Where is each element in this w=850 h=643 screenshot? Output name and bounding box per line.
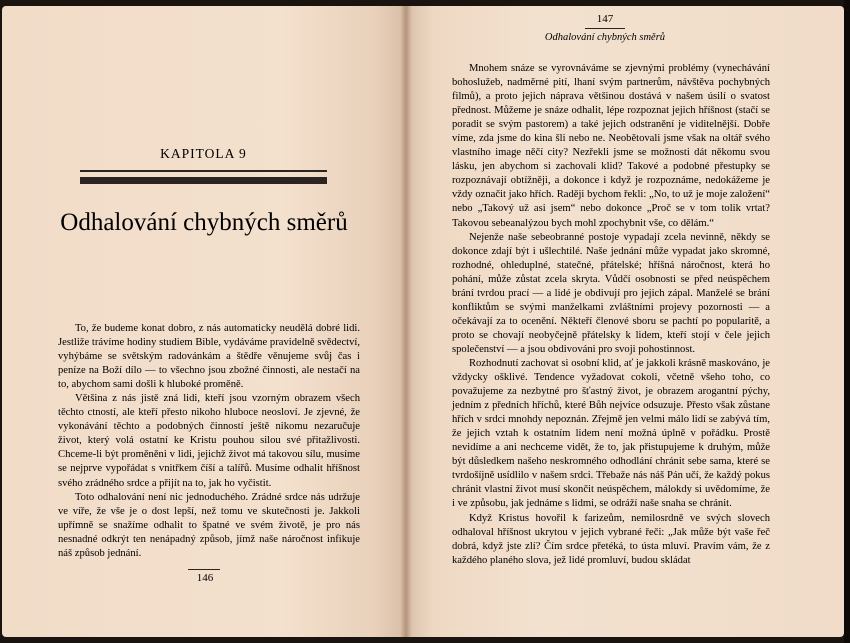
- right-paragraph: Mnohem snáze se vyrovnáváme se zjevnými problémy (vynechávání bohoslužeb, nadměrné pití, lhaní svým partnerům, návštěva pochybných filmů), a proto jejich náprava většinou dostává v našem úsilí o svatost přednost. Můžeme je snáze odhalit, lépe rozpoznat jejich hříšnost (stačí se poradit se svým pastorem) a také jejich odstranění je viditelnější. Dobře víme, zda jsme do kina šli nebo ne. Neobětovali jsme však na oltář svého vlastního image něčí city? Nezřekli jsme se možnosti dát někomu svou lásku, jen abychom si zachovali klid? Takové a podobné přestupky se rozpoznávají obtížněji, a dokonce i když je rozpoznáme, nedokážeme je vždy označit jako hřích. Raději bychom řekli: „No, to už je moje založení“ nebo „Takový už asi jsem“ nebo dokonce „Proč se v tom tolik vrtat? Takovou sebeanalýzou bych mohl zpochybnit vše, co dělám.“: [452, 63, 770, 229]
- right-paragraph: Když Kristus hovořil k farizeům, nemilosrdně ve svých slovech odhaloval hříšnost ukrytou v jejich vybrané řeči: „Jak může být vaše řeč dobrá, když jste zlí? Čím srdce přetéká, to ústa mluví. Pravím vám, že z každého planého slova, jež lidé promluví, budou skládat: [452, 512, 770, 566]
- left-paragraph: Toto odhalování není nic jednoduchého. Zrádné srdce nás udržuje ve víře, že vše je o dost lepší, než tomu ve skutečnosti je. Jakkoli upřímně se snažíme odhalit to špatné ve svém životě, je pro nás nesnadné odkrýt ten nenápadný způsob, jímž naše náročnost infikuje náš způsob jednání.: [58, 491, 360, 559]
- running-head: Odhalování chybných směrů: [544, 32, 666, 43]
- right-page-number-rule: [585, 28, 625, 29]
- left-page-number: 146: [196, 572, 214, 584]
- chapter-label: KAPITOLA 9: [160, 146, 247, 161]
- book-gutter: [400, 6, 412, 637]
- right-page-number: 147: [596, 13, 614, 25]
- left-body-text: [58, 322, 360, 561]
- chapter-title: Odhalování chybných směrů: [60, 209, 348, 236]
- page-edge-shadow: [844, 0, 850, 643]
- right-paragraph: Rozhodnutí zachovat si osobní klid, ať je jakkoli krásně maskováno, je vždycky ošklivé. Tendence vyžadovat cokoli, včetně všeho toho, co považujeme za nezbytné pro šťastný život, je obrazem arogantní pýchy, jedním z předních hříchů, které Bůh nejvíce odsuzuje. Přesto však zůstane hřích v srdci mnohdy nepoznán. Zřejmě jen velmi málo lidí se zabývá tím, že jejich vztah k ostatním lidem není možná úplně v pořádku. Prostě nevidíme a ani nechceme vidět, že to, jak přistupujeme k druhým, může být důsledkem našeho neskromného odhodlání chránit sebe sama, které se tvrdošíjně usídlilo v našem srdci. Třebaže nás náš Pán učí, že každý pokus chránit vlastní život musí skončit neúspěchem, málokdy si uvědomíme, že i ve způsobu, jak jednáme s lidmi, se odráží naše snaha se chránit.: [452, 357, 770, 510]
- right-body-text: [452, 62, 770, 568]
- chapter-rule-thick: [80, 177, 327, 184]
- right-paragraph: Nejenže naše sebeobranné postoje vypadají zcela nevinně, někdy se dokonce zdají být i ušlechtilé. Naše jednání může vypadat jako skromné, rozhodné, ohleduplné, statečné, přátelské; hříšná náročnost, která ho pohání, může zůstat zcela skryta. Vůdčí osobnosti se před neúspěchem brání tvrdou prací — a lidé je obdivují pro jejich zápal. Manželé se brání konfliktům se svými manželkami zvláštními projevy pozornosti — a očekávají za to ocenění. Někteří členové sboru se pachtí po popularitě, a proto se chovají neobyčejně přátelsky k lidem, kteří stojí v čele jejich společenství — a jsou obdivováni pro svoji pohostinnost.: [452, 231, 770, 355]
- left-paragraph: Většina z nás jistě zná lidi, kteří jsou vzorným obrazem všech těchto ctností, ale kteří přesto nikoho hluboce neosloví. Je zjevné, že vykonávání těchto a podobných činností ještě nikomu nezaručuje život, který volá ostatní ke Kristu pouhou silou své přitažlivosti. Chceme-li být proměněni v lidi, jejichž život má takovou sílu, musíme se nejprve vypořádat s vnitřkem číší a talířů. Musíme odhalit hříšnost svého zrádného srdce a přijít na to, jak ho vyčistit.: [58, 393, 360, 489]
- chapter-rule-thin: [80, 170, 327, 172]
- left-paragraph: To, že budeme konat dobro, z nás automaticky neudělá dobré lidi. Jestliže trávíme hodiny studiem Bible, vydáváme pravidelně svědectví, vyhýbáme se světským radovánkám a štědře věnujeme svůj čas i peníze na Boží dílo — to všechno jsou zbožné činnosti, ale nestačí na to, abychom sami došli k hluboké proměně.: [58, 323, 360, 391]
- left-page-number-rule: [188, 569, 220, 570]
